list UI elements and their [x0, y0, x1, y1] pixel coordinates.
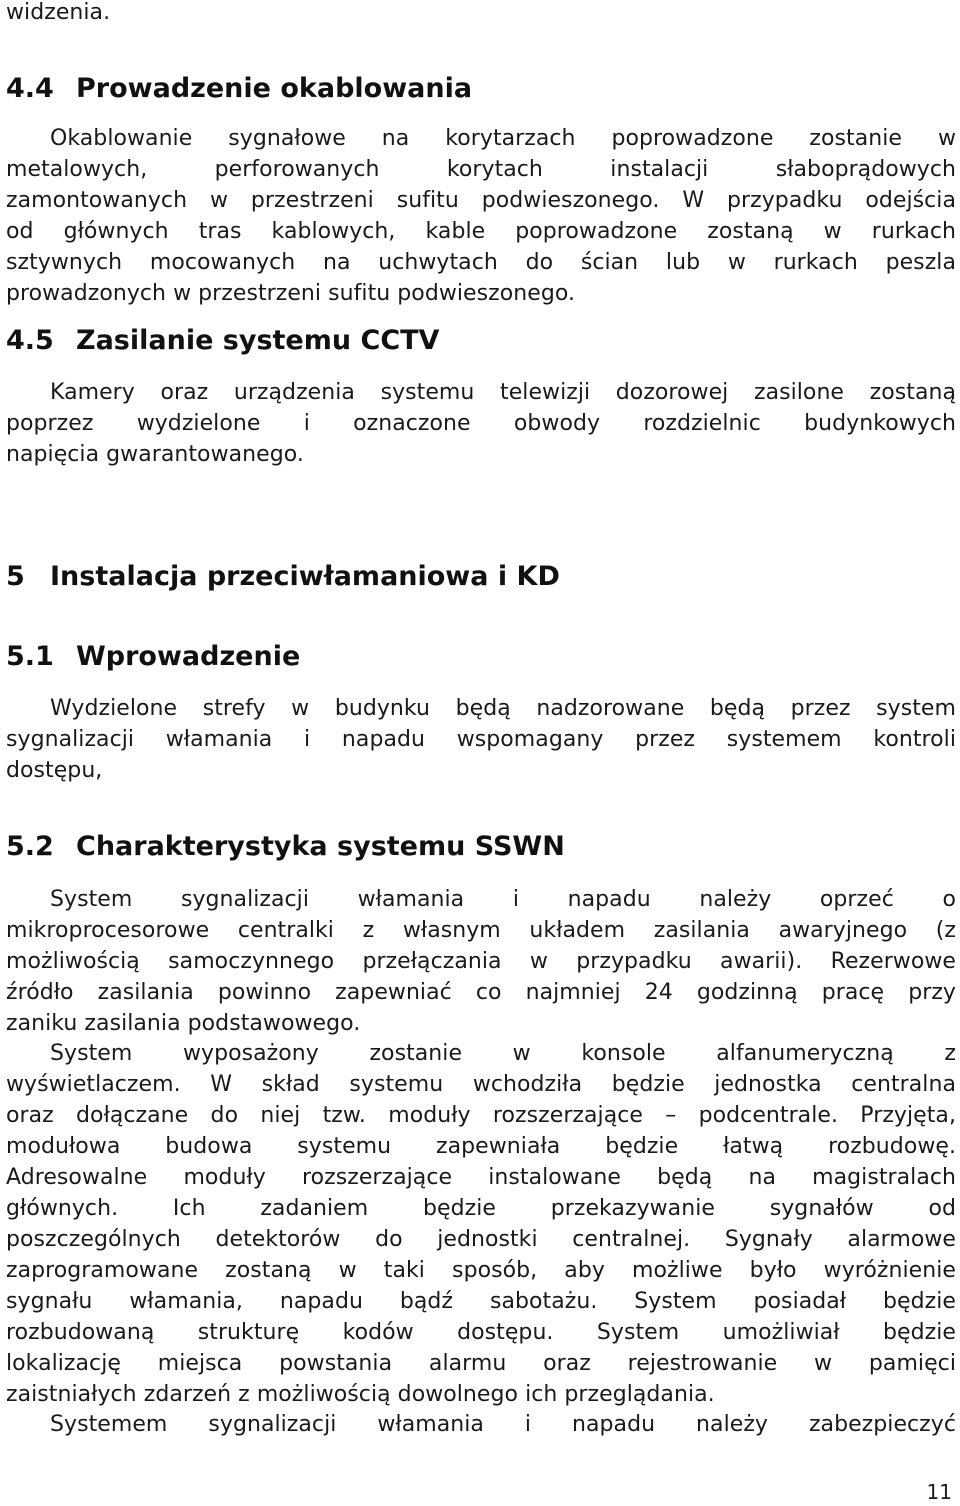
text-line: sygnału włamania, napadu bądź sabotażu. System posiadał będzie [6, 1289, 956, 1314]
section-number: 4.4 [6, 73, 54, 104]
text-line: wyświetlaczem. W skład systemu wchodziła będzie jednostka centralna [6, 1072, 956, 1097]
text-line: dostępu, [6, 758, 103, 783]
text-line: modułowa budowa systemu zapewniała będzie łatwą rozbudowę. [6, 1134, 956, 1159]
chapter-heading-5 [6, 560, 560, 594]
text-line: oraz dołączane do niej tzw. moduły rozszerzające – podcentrale. Przyjęta, [6, 1103, 956, 1128]
section-heading-4-4 [6, 72, 472, 106]
text-line: możliwością samoczynnego przełączania w przypadku awarii). Rezerwowe [6, 949, 956, 974]
section-title: Instalacja przeciwłamaniowa i KD [50, 561, 560, 592]
section-number: 5.1 [6, 641, 54, 672]
section-number: 5.2 [6, 831, 54, 862]
text-line: prowadzonych w przestrzeni sufitu podwieszonego. [6, 281, 576, 306]
text-line: rozbudowaną strukturę kodów dostępu. System umożliwiał będzie [6, 1320, 956, 1345]
text-line: Systemem sygnalizacji włamania i napadu należy zabezpieczyć [50, 1412, 956, 1437]
text-line: poprzez wydzielone i oznaczone obwody rozdzielnic budynkowych [6, 411, 956, 436]
text-line: Wydzielone strefy w budynku będą nadzorowane będą przez system [50, 696, 956, 721]
section-title: Zasilanie systemu CCTV [76, 325, 440, 356]
text-line: System wyposażony zostanie w konsole alfanumeryczną z [50, 1041, 956, 1066]
section-title: Charakterystyka systemu SSWN [76, 831, 565, 862]
text-line: napięcia gwarantowanego. [6, 442, 304, 467]
section-title: Prowadzenie okablowania [76, 73, 473, 104]
text-line: poszczególnych detektorów do jednostki centralnej. Sygnały alarmowe [6, 1227, 956, 1252]
text-line: zaprogramowane zostaną w taki sposób, aby możliwe było wyróżnienie [6, 1258, 956, 1283]
text-line: System sygnalizacji włamania i napadu należy oprzeć o [50, 887, 956, 912]
text-line: zaistniałych zdarzeń z możliwością dowolnego ich przeglądania. [6, 1382, 715, 1407]
section-heading-5-2 [6, 830, 565, 864]
section-number: 5 [6, 561, 25, 592]
text-line: sztywnych mocowanych na uchwytach do ścian lub w rurkach peszla [6, 250, 956, 275]
section-heading-5-1 [6, 640, 300, 674]
text-line: zaniku zasilania podstawowego. [6, 1011, 361, 1036]
text-line: Okablowanie sygnałowe na korytarzach poprowadzone zostanie w [50, 126, 956, 151]
text-line: sygnalizacji włamania i napadu wspomagany przez systemem kontroli [6, 727, 956, 752]
text-line: źródło zasilania powinno zapewniać co najmniej 24 godzinną pracę przy [6, 980, 956, 1005]
section-heading-4-5 [6, 324, 439, 358]
text-line: zamontowanych w przestrzeni sufitu podwieszonego. W przypadku odejścia [6, 188, 956, 213]
text-line: od głównych tras kablowych, kable poprowadzone zostaną w rurkach [6, 219, 956, 244]
text-line: mikroprocesorowe centralki z własnym układem zasilania awaryjnego (z [6, 918, 956, 943]
text-line: Adresowalne moduły rozszerzające instalowane będą na magistralach [6, 1165, 956, 1190]
paragraph-fragment: widzenia. [6, 0, 111, 25]
text-line: lokalizację miejsca powstania alarmu oraz rejestrowanie w pamięci [6, 1351, 956, 1376]
section-number: 4.5 [6, 325, 54, 356]
text-line: głównych. Ich zadaniem będzie przekazywanie sygnałów od [6, 1196, 956, 1221]
text-line: metalowych, perforowanych korytach instalacji słaboprądowych [6, 157, 956, 182]
section-title: Wprowadzenie [76, 641, 301, 672]
text-line: Kamery oraz urządzenia systemu telewizji dozorowej zasilone zostaną [50, 380, 956, 405]
page-number: 11 [926, 1480, 952, 1504]
